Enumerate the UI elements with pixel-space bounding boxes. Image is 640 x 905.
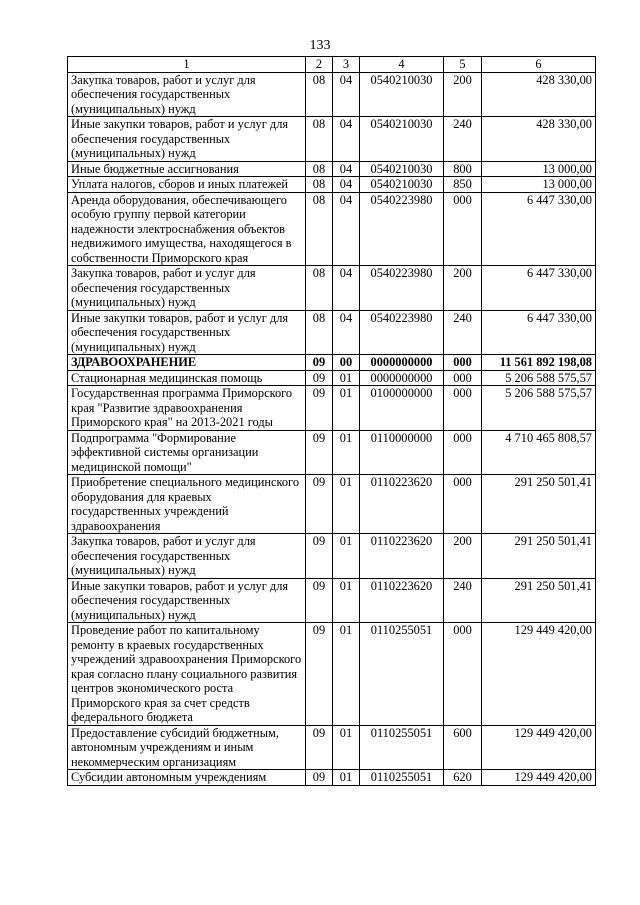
subsection-cell: 01 (333, 475, 360, 534)
amount-cell: 13 000,00 (482, 177, 596, 193)
target-article-cell: 0540223980 (360, 266, 444, 311)
amount-cell: 291 250 501,41 (482, 475, 596, 534)
row-name-cell: Иные бюджетные ассигнования (68, 161, 306, 177)
subsection-cell: 04 (333, 192, 360, 266)
amount-cell: 129 449 420,00 (482, 725, 596, 770)
amount-cell: 129 449 420,00 (482, 770, 596, 786)
target-article-cell: 0540210030 (360, 161, 444, 177)
expense-type-cell: 800 (444, 161, 482, 177)
amount-cell: 6 447 330,00 (482, 266, 596, 311)
expense-type-cell: 000 (444, 430, 482, 475)
section-cell: 09 (306, 370, 333, 386)
row-name-cell: Иные закупки товаров, работ и услуг для обеспечения государственных (муниципальных) нужд (68, 310, 306, 355)
section-cell: 09 (306, 355, 333, 371)
target-article-cell: 0110255051 (360, 725, 444, 770)
subsection-cell: 01 (333, 534, 360, 579)
expense-type-cell: 000 (444, 355, 482, 371)
row-name-cell: Закупка товаров, работ и услуг для обеспечения государственных (муниципальных) нужд (68, 534, 306, 579)
subsection-cell: 01 (333, 623, 360, 726)
target-article-cell: 0110255051 (360, 623, 444, 726)
subsection-cell: 01 (333, 578, 360, 623)
expense-type-cell: 000 (444, 475, 482, 534)
table-row (68, 192, 596, 266)
amount-cell: 129 449 420,00 (482, 623, 596, 726)
row-name-cell: Закупка товаров, работ и услуг для обеспечения государственных (муниципальных) нужд (68, 266, 306, 311)
target-article-cell: 0000000000 (360, 355, 444, 371)
amount-cell: 11 561 892 198,08 (482, 355, 596, 371)
header-row (68, 57, 596, 73)
page-number: 133 (309, 38, 331, 53)
amount-cell: 6 447 330,00 (482, 192, 596, 266)
table-row (68, 355, 596, 371)
expense-type-cell: 240 (444, 310, 482, 355)
target-article-cell: 0000000000 (360, 370, 444, 386)
table-row (68, 386, 596, 431)
table-row (68, 161, 596, 177)
header-cell: 2 (306, 57, 333, 73)
section-cell: 09 (306, 770, 333, 786)
header-cell: 5 (444, 57, 482, 73)
target-article-cell: 0110223620 (360, 578, 444, 623)
target-article-cell: 0540223980 (360, 310, 444, 355)
row-name-cell: Уплата налогов, сборов и иных платежей (68, 177, 306, 193)
section-cell: 09 (306, 386, 333, 431)
section-cell: 08 (306, 117, 333, 162)
subsection-cell: 01 (333, 725, 360, 770)
target-article-cell: 0110223620 (360, 534, 444, 579)
amount-cell: 5 206 588 575,57 (482, 386, 596, 431)
target-article-cell: 0100000000 (360, 386, 444, 431)
expense-type-cell: 620 (444, 770, 482, 786)
section-cell: 09 (306, 475, 333, 534)
row-name-cell: Аренда оборудования, обеспечивающего особую группу первой категории надежности электроснабжения объектов недвижимого имущества, находящегося в собственности Приморского края (68, 192, 306, 266)
section-cell: 09 (306, 623, 333, 726)
table-row (68, 578, 596, 623)
subsection-cell: 04 (333, 161, 360, 177)
header-cell: 6 (482, 57, 596, 73)
expense-type-cell: 600 (444, 725, 482, 770)
row-name-cell: Закупка товаров, работ и услуг для обеспечения государственных (муниципальных) нужд (68, 72, 306, 117)
subsection-cell: 01 (333, 386, 360, 431)
table-row (68, 725, 596, 770)
row-name-cell: Государственная программа Приморского края "Развитие здравоохранения Приморского края" на 2013-2021 годы (68, 386, 306, 431)
amount-cell: 291 250 501,41 (482, 534, 596, 579)
table-row (68, 534, 596, 579)
section-cell: 09 (306, 725, 333, 770)
section-cell: 09 (306, 430, 333, 475)
section-cell: 09 (306, 534, 333, 579)
row-name-cell: Предоставление субсидий бюджетным, автономным учреждениям и иным некоммерческим организациям (68, 725, 306, 770)
row-name-cell: Подпрограмма "Формирование эффективной системы организации медицинской помощи" (68, 430, 306, 475)
table-row (68, 370, 596, 386)
row-name-cell: Стационарная медицинская помощь (68, 370, 306, 386)
amount-cell: 428 330,00 (482, 72, 596, 117)
table-body (68, 72, 596, 785)
table-row (68, 266, 596, 311)
row-name-cell: Проведение работ по капитальному ремонту в краевых государственных учреждений здравоохранения Приморского края согласно плану социального развития центров экономического роста Приморского края за счет средств федерального бюджета (68, 623, 306, 726)
expense-type-cell: 000 (444, 386, 482, 431)
subsection-cell: 04 (333, 310, 360, 355)
section-cell: 08 (306, 161, 333, 177)
header-cell: 3 (333, 57, 360, 73)
target-article-cell: 0110000000 (360, 430, 444, 475)
section-cell: 08 (306, 192, 333, 266)
subsection-cell: 01 (333, 370, 360, 386)
subsection-cell: 04 (333, 266, 360, 311)
section-cell: 08 (306, 266, 333, 311)
table-header (68, 57, 596, 73)
amount-cell: 13 000,00 (482, 161, 596, 177)
row-name-cell: Субсидии автономным учреждениям (68, 770, 306, 786)
subsection-cell: 01 (333, 430, 360, 475)
amount-cell: 5 206 588 575,57 (482, 370, 596, 386)
subsection-cell: 00 (333, 355, 360, 371)
expense-type-cell: 850 (444, 177, 482, 193)
expense-type-cell: 000 (444, 623, 482, 726)
target-article-cell: 0110255051 (360, 770, 444, 786)
target-article-cell: 0110223620 (360, 475, 444, 534)
table-row (68, 475, 596, 534)
expense-type-cell: 000 (444, 370, 482, 386)
expense-type-cell: 200 (444, 534, 482, 579)
target-article-cell: 0540210030 (360, 72, 444, 117)
expense-type-cell: 200 (444, 266, 482, 311)
amount-cell: 6 447 330,00 (482, 310, 596, 355)
subsection-cell: 04 (333, 117, 360, 162)
expense-type-cell: 240 (444, 578, 482, 623)
row-name-cell: ЗДРАВООХРАНЕНИЕ (68, 355, 306, 371)
header-cell: 1 (68, 57, 306, 73)
table-row (68, 770, 596, 786)
section-cell: 08 (306, 72, 333, 117)
expense-type-cell: 000 (444, 192, 482, 266)
target-article-cell: 0540210030 (360, 117, 444, 162)
section-cell: 08 (306, 177, 333, 193)
row-name-cell: Иные закупки товаров, работ и услуг для обеспечения государственных (муниципальных) нужд (68, 578, 306, 623)
table-row (68, 72, 596, 117)
header-cell: 4 (360, 57, 444, 73)
target-article-cell: 0540210030 (360, 177, 444, 193)
table-row (68, 430, 596, 475)
amount-cell: 4 710 465 808,57 (482, 430, 596, 475)
subsection-cell: 04 (333, 72, 360, 117)
subsection-cell: 01 (333, 770, 360, 786)
amount-cell: 291 250 501,41 (482, 578, 596, 623)
subsection-cell: 04 (333, 177, 360, 193)
expense-type-cell: 200 (444, 72, 482, 117)
section-cell: 09 (306, 578, 333, 623)
section-cell: 08 (306, 310, 333, 355)
table-row (68, 177, 596, 193)
table-row (68, 623, 596, 726)
target-article-cell: 0540223980 (360, 192, 444, 266)
table-row (68, 117, 596, 162)
expense-type-cell: 240 (444, 117, 482, 162)
budget-table (67, 56, 596, 786)
amount-cell: 428 330,00 (482, 117, 596, 162)
row-name-cell: Приобретение специального медицинского оборудования для краевых государственных учреждений здравоохранения (68, 475, 306, 534)
row-name-cell: Иные закупки товаров, работ и услуг для обеспечения государственных (муниципальных) нужд (68, 117, 306, 162)
table-row (68, 310, 596, 355)
